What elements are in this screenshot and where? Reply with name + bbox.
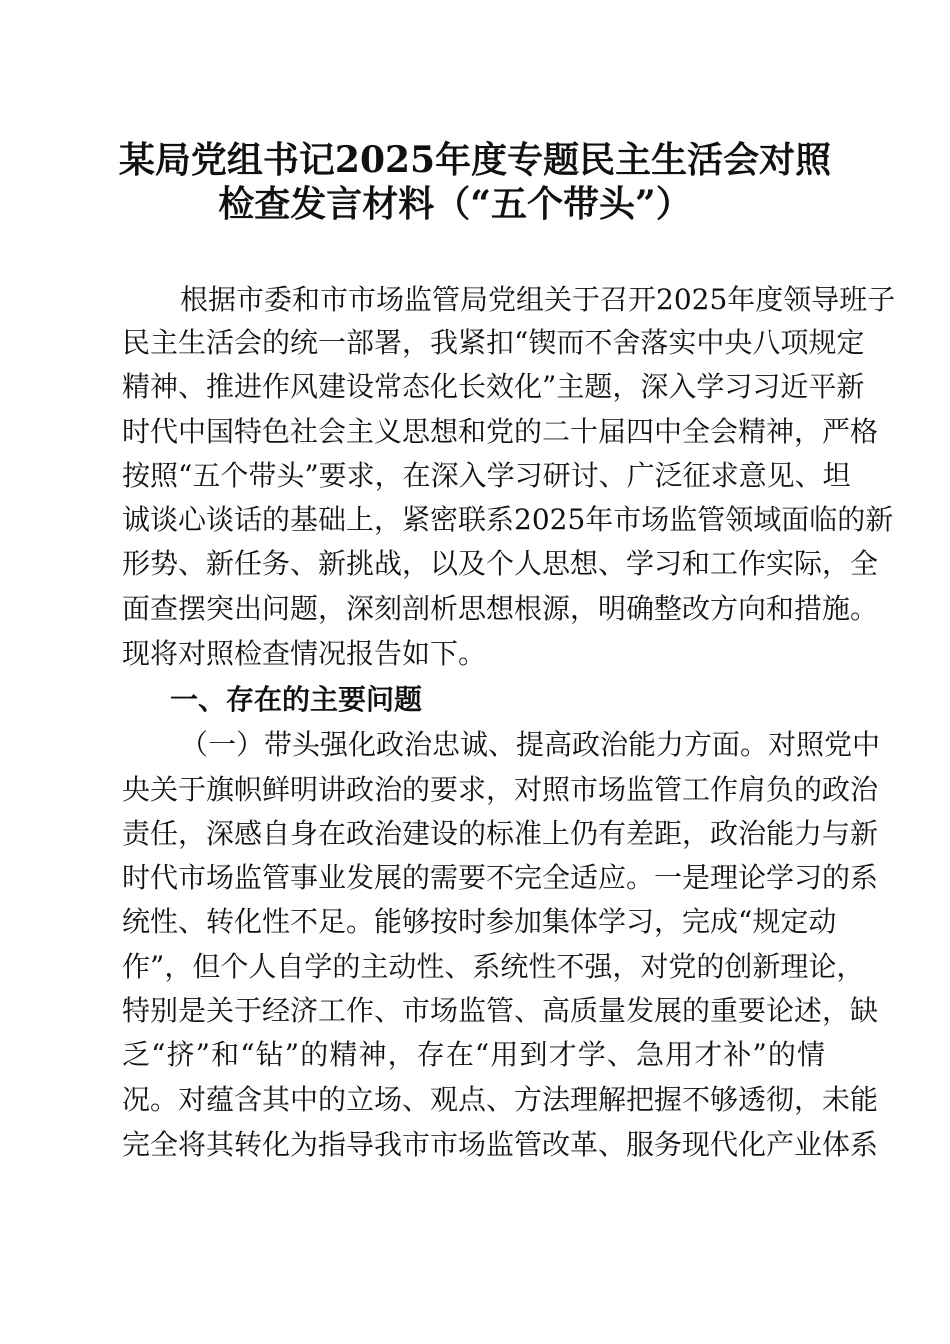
document-title-line-1: 某局党组书记2025年度专题民主生活会对照 xyxy=(118,139,832,181)
intro-line: 按照“五个带头”要求，在深入学习研讨、广泛征求意见、坦 xyxy=(122,459,851,492)
section-line: 况。对蕴含其中的立场、观点、方法理解把握不够透彻，未能 xyxy=(122,1083,879,1116)
intro-line: 现将对照检查情况报告如下。 xyxy=(122,637,487,670)
section-line: 完全将其转化为指导我市市场监管改革、服务现代化产业体系 xyxy=(122,1128,879,1161)
section-line: 央关于旗帜鲜明讲政治的要求，对照市场监管工作肩负的政治 xyxy=(122,773,879,806)
intro-line: 形势、新任务、新挑战，以及个人思想、学习和工作实际，全 xyxy=(122,547,879,580)
section-heading: 一、存在的主要问题 xyxy=(170,683,423,716)
intro-line: 根据市委和市市场监管局党组关于召开2025年度领导班子 xyxy=(180,283,896,316)
section-line: 作”，但个人自学的主动性、系统性不强，对党的创新理论， xyxy=(122,950,865,983)
section-line: （一）带头强化政治忠诚、提高政治能力方面。对照党中 xyxy=(180,728,881,761)
intro-line: 民主生活会的统一部署，我紧扣“锲而不舍落实中央八项规定 xyxy=(122,326,865,359)
section-line: 特别是关于经济工作、市场监管、高质量发展的重要论述，缺 xyxy=(122,994,879,1027)
intro-line: 诚谈心谈话的基础上，紧密联系2025年市场监管领域面临的新 xyxy=(122,503,894,536)
document-title-line-2: 检查发言材料（“五个带头”） xyxy=(218,183,692,225)
section-line: 时代市场监管事业发展的需要不完全适应。一是理论学习的系 xyxy=(122,861,879,894)
section-line: 乏“挤”和“钻”的精神，存在“用到才学、急用才补”的情 xyxy=(122,1038,825,1071)
section-line: 统性、转化性不足。能够按时参加集体学习，完成“规定动 xyxy=(122,905,837,938)
section-line: 责任，深感自身在政治建设的标准上仍有差距，政治能力与新 xyxy=(122,817,879,850)
intro-line: 精神、推进作风建设常态化长效化”主题，深入学习习近平新 xyxy=(122,370,865,403)
intro-line: 时代中国特色社会主义思想和党的二十届四中全会精神，严格 xyxy=(122,415,879,448)
intro-line: 面查摆突出问题，深刻剖析思想根源，明确整改方向和措施。 xyxy=(122,592,879,625)
